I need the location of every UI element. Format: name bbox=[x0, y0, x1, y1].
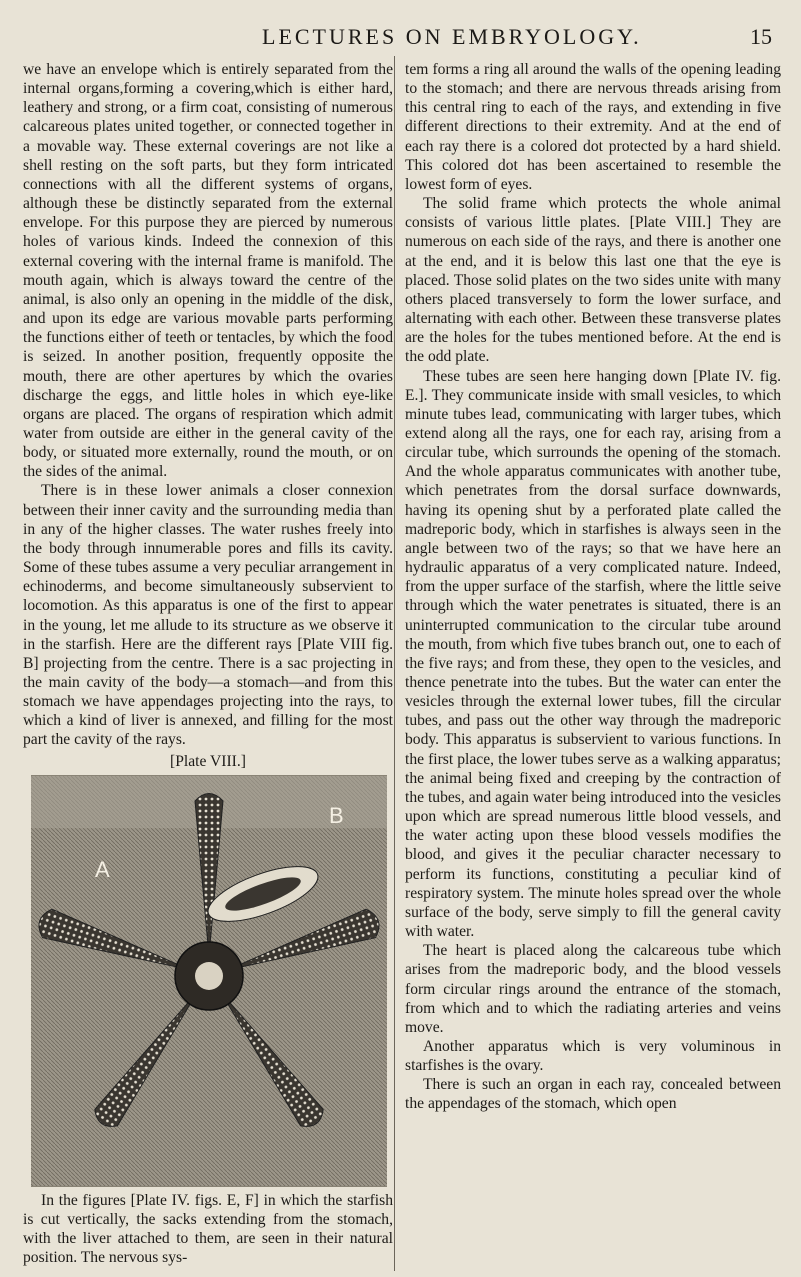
right-paragraph-2: The solid frame which protects the whole animal consists of various little plates. [Plate VIII.] They are numerous on each side of the rays, and there is another one at the end, and it is below this last one that the eye is placed. Those solid plates on the two sides unite with many others placed transversely to form the lower surface, and alternating with each other. Between these transverse plates are the holes for the tubes mentioned before. At the end is the odd plate. bbox=[405, 195, 781, 366]
right-paragraph-5: Another apparatus which is very voluminous in starfishes is the ovary. bbox=[405, 1037, 781, 1075]
left-paragraph-3: In the figures [Plate IV. figs. E, F] in which the starfish is cut vertically, the sacks extending from the stomach, with the liver attached to them, are seen in their natural position. The nervous sys- bbox=[23, 1191, 393, 1267]
page-header bbox=[0, 24, 801, 54]
left-paragraph-1: we have an envelope which is entirely separated from the internal organs,forming a covering,which is either hard, leathery and strong, or a firm coat, consisting of numerous calcareous plates united together, or connected together in a movable way. These external coverings are not like a shell resting on the soft parts, but they form intricated connections with all the different systems of organs, although these be distinctly separated from the external envelope. For this purpose they are pierced by numerous holes of various kinds. Indeed the connexion of this external covering with the internal frame is manifold. The mouth again, which is always toward the centre of the animal, is also only an opening in the middle of the disk, and upon its edge are various movable parts performing the functions either of teeth or tentacles, by which the food is seized. In another position, frequently opposite the mouth, there are other apertures by which the ovaries discharge the eggs, and little holes in which eye-like organs are placed. The organs of respiration which admit water from outside are either in the general cavity of the body, or situated more externally, round the mouth, or on the sides of the animal. bbox=[23, 61, 393, 481]
figure-label-a: A bbox=[95, 856, 110, 882]
starfish-engraving bbox=[31, 776, 387, 1186]
page-number: 15 bbox=[750, 24, 772, 49]
plate-caption: [Plate VIII.] bbox=[170, 752, 246, 770]
right-column bbox=[405, 60, 781, 1114]
left-paragraph-2: There is in these lower animals a closer connexion between their inner cavity and the surrounding media than in any of the higher classes. The water rushes freely into the body through innumerable pores and fills its cavity. Some of these tubes assume a very peculiar arrangement in echinoderms, and become simultaneously subservient to locomotion. As this apparatus is one of the first to appear in the young, let me allude to its structure as we observe it in the starfish. Here are the different rays [Plate VIII fig. B] projecting from the centre. There is a sac projecting in the main cavity of the body—a stomach—and from this stomach we have appendages projecting into the rays, to which a kind of liver is annexed, and filling for the most part the cavity of the rays. bbox=[23, 482, 393, 749]
right-paragraph-4: The heart is placed along the calcareous tube which arises from the madreporic body, and the blood vessels form circular rings around the entrance of the stomach, from which and to which the radiating arteries and veins move. bbox=[405, 942, 781, 1036]
left-column bbox=[23, 60, 393, 1267]
starfish-illustration bbox=[31, 775, 387, 1187]
right-paragraph-1: tem forms a ring all around the walls of the opening leading to the stomach; and there are nervous threads arising from this central ring to each of the rays, and extending in five different directions to their extremity. And at the end of each ray there is a colored dot protected by a hard shield. This colored dot has been ascertained to resemble the lowest form of eyes. bbox=[405, 61, 781, 193]
starfish-mouth bbox=[195, 962, 223, 990]
figure-label-b: B bbox=[329, 802, 344, 828]
right-paragraph-6: There is such an organ in each ray, concealed between the appendages of the stomach, which open bbox=[405, 1076, 781, 1113]
column-divider bbox=[394, 56, 395, 1271]
right-paragraph-3: These tubes are seen here hanging down [Plate IV. fig. E.]. They communicate inside with small vesicles, to which minute tubes lead, communicating with larger tubes, which extend along all the rays, one for each ray, arising from a circular tube, which surrounds the opening of the stomach. And the whole apparatus communicates with another tube, which penetrates from the dorsal surface downwards, having its opening shut by a perforated plate called the madreporic body, which in starfishes is always seen in the angle between two of the rays; so that we have here an hydraulic apparatus of a very complicated nature. Indeed, from the upper surface of the starfish, where the little seive through which the water penetrates is situated, there is an uninterrupted communication to the circular tube around the mouth, from which five tubes branch out, one to each of the five rays; and from these, they open to the vesicles, and thence penetrate into the tubes. But the water can enter the vesicles through the external lower tubes, fill the circular tubes, and pass out the other way through the madreporic body. This apparatus is subservient to various functions. In the first place, the lower tubes serve as a walking apparatus; the animal being fixed and creeping by the contraction of the tubes, and again water being introduced into the vesicles upon which are spread numerous little blood vessels, and the water acting upon these blood vessels modifies the blood, and gives it the peculiar character necessary to perform its functions, constituting a peculiar kind of respiratory system. The minute holes spread over the whole surface of the body, serve simply to fill the general cavity with water. bbox=[405, 367, 781, 941]
running-title: LECTURES ON EMBRYOLOGY. bbox=[262, 24, 642, 49]
